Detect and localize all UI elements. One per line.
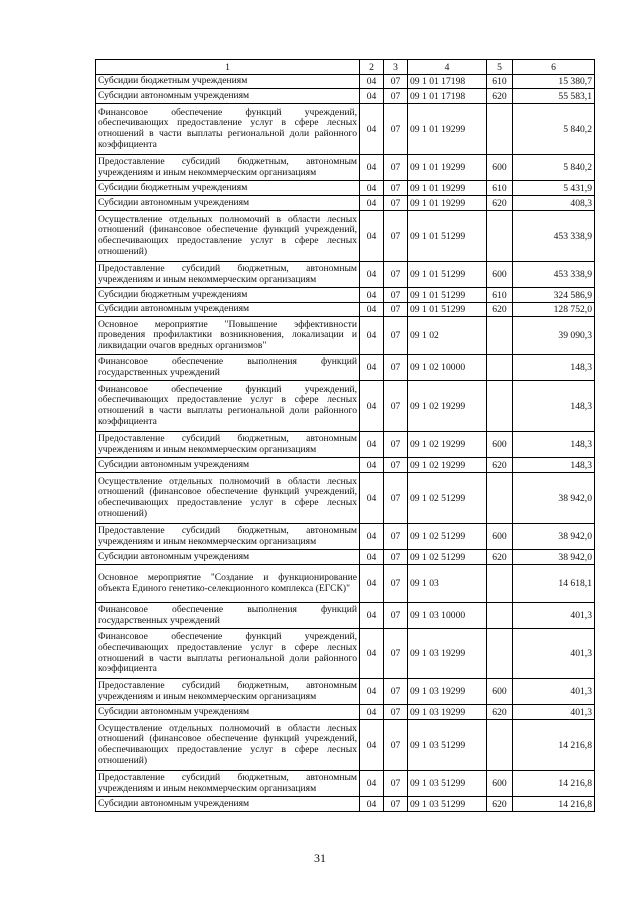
cell-name: Субсидии бюджетным учреждениям [96, 181, 360, 196]
budget-table [95, 59, 595, 812]
table-row [96, 381, 595, 432]
cell-expense-type: 600 [487, 771, 513, 797]
cell-name: Предоставление субсидий бюджетным, автономным учреждениям и иным некоммерческим организациям [96, 155, 360, 181]
cell-expense-type [487, 473, 513, 524]
table-row [96, 771, 595, 797]
cell-subsection: 07 [384, 155, 408, 181]
cell-subsection: 07 [384, 104, 408, 155]
cell-subsection: 07 [384, 196, 408, 211]
cell-subsection: 07 [384, 797, 408, 812]
table-row [96, 458, 595, 473]
cell-amount: 453 338,9 [513, 211, 595, 262]
table-row [96, 288, 595, 303]
header-cell-section: 2 [360, 60, 384, 75]
cell-expense-type: 620 [487, 550, 513, 565]
cell-amount: 453 338,9 [513, 262, 595, 288]
cell-subsection: 07 [384, 317, 408, 355]
cell-target-article: 09 1 03 10000 [408, 603, 487, 629]
cell-expense-type: 610 [487, 75, 513, 89]
cell-amount: 38 942,0 [513, 550, 595, 565]
cell-amount: 401,3 [513, 603, 595, 629]
cell-name: Финансовое обеспечение выполнения функций государственных учреждений [96, 603, 360, 629]
cell-expense-type [487, 629, 513, 679]
cell-name: Предоставление субсидий бюджетным, автономным учреждениям и иным некоммерческим организациям [96, 679, 360, 705]
cell-subsection: 07 [384, 303, 408, 317]
cell-target-article: 09 1 03 51299 [408, 797, 487, 812]
cell-subsection: 07 [384, 211, 408, 262]
cell-subsection: 07 [384, 720, 408, 771]
cell-target-article: 09 1 01 17198 [408, 89, 487, 104]
table-body [96, 75, 595, 812]
cell-target-article: 09 1 03 19299 [408, 679, 487, 705]
cell-amount: 401,3 [513, 629, 595, 679]
cell-name: Предоставление субсидий бюджетным, автономным учреждениям и иным некоммерческим организациям [96, 771, 360, 797]
table-row [96, 524, 595, 550]
table-row [96, 603, 595, 629]
cell-amount: 408,3 [513, 196, 595, 211]
header-cell-expense-type: 5 [487, 60, 513, 75]
cell-expense-type [487, 603, 513, 629]
cell-name: Субсидии автономным учреждениям [96, 705, 360, 720]
cell-subsection: 07 [384, 262, 408, 288]
cell-name: Субсидии автономным учреждениям [96, 303, 360, 317]
cell-amount: 148,3 [513, 381, 595, 432]
cell-name: Финансовое обеспечение функций учреждений, обеспечивающих предоставление услуг в сфере лесных отношений в части выплаты региональной доли районного коэффициента [96, 629, 360, 679]
cell-expense-type: 620 [487, 705, 513, 720]
page-number: 31 [314, 851, 326, 865]
table-row [96, 181, 595, 196]
cell-amount: 14 216,8 [513, 720, 595, 771]
cell-target-article: 09 1 02 [408, 317, 487, 355]
table-row [96, 262, 595, 288]
cell-expense-type: 620 [487, 196, 513, 211]
cell-expense-type: 620 [487, 458, 513, 473]
cell-target-article: 09 1 03 19299 [408, 705, 487, 720]
cell-subsection: 07 [384, 473, 408, 524]
cell-expense-type [487, 104, 513, 155]
cell-section: 04 [360, 355, 384, 381]
cell-amount: 14 216,8 [513, 771, 595, 797]
cell-expense-type [487, 317, 513, 355]
cell-name: Предоставление субсидий бюджетным, автономным учреждениям и иным некоммерческим организациям [96, 524, 360, 550]
cell-section: 04 [360, 524, 384, 550]
cell-target-article: 09 1 03 19299 [408, 629, 487, 679]
cell-name: Субсидии автономным учреждениям [96, 89, 360, 104]
cell-target-article: 09 1 02 19299 [408, 458, 487, 473]
header-cell-name: 1 [96, 60, 360, 75]
cell-subsection: 07 [384, 181, 408, 196]
cell-name: Финансовое обеспечение функций учреждений, обеспечивающих предоставление услуг в сфере лесных отношений в части выплаты региональной доли районного коэффициента [96, 381, 360, 432]
header-row [96, 60, 595, 75]
cell-name: Субсидии бюджетным учреждениям [96, 288, 360, 303]
cell-name: Субсидии бюджетным учреждениям [96, 75, 360, 89]
cell-expense-type: 600 [487, 155, 513, 181]
table-row [96, 155, 595, 181]
cell-target-article: 09 1 03 [408, 565, 487, 603]
cell-section: 04 [360, 381, 384, 432]
cell-section: 04 [360, 629, 384, 679]
cell-section: 04 [360, 720, 384, 771]
cell-section: 04 [360, 262, 384, 288]
header-cell-subsection: 3 [384, 60, 408, 75]
cell-name: Предоставление субсидий бюджетным, автономным учреждениям и иным некоммерческим организациям [96, 262, 360, 288]
cell-section: 04 [360, 771, 384, 797]
cell-section: 04 [360, 288, 384, 303]
cell-expense-type: 600 [487, 524, 513, 550]
cell-amount: 14 618,1 [513, 565, 595, 603]
cell-expense-type [487, 565, 513, 603]
table-row [96, 89, 595, 104]
cell-amount: 55 583,1 [513, 89, 595, 104]
cell-expense-type: 600 [487, 679, 513, 705]
cell-amount: 148,3 [513, 432, 595, 458]
cell-subsection: 07 [384, 89, 408, 104]
cell-target-article: 09 1 02 19299 [408, 432, 487, 458]
cell-amount: 324 586,9 [513, 288, 595, 303]
cell-section: 04 [360, 797, 384, 812]
cell-target-article: 09 1 03 51299 [408, 720, 487, 771]
cell-subsection: 07 [384, 603, 408, 629]
table-row [96, 550, 595, 565]
cell-amount: 148,3 [513, 458, 595, 473]
table-row [96, 104, 595, 155]
cell-section: 04 [360, 196, 384, 211]
cell-section: 04 [360, 89, 384, 104]
cell-amount: 15 380,7 [513, 75, 595, 89]
cell-amount: 128 752,0 [513, 303, 595, 317]
cell-expense-type: 610 [487, 288, 513, 303]
cell-amount: 38 942,0 [513, 524, 595, 550]
cell-target-article: 09 1 02 51299 [408, 550, 487, 565]
cell-expense-type [487, 355, 513, 381]
table-row [96, 355, 595, 381]
cell-expense-type [487, 381, 513, 432]
cell-target-article: 09 1 02 51299 [408, 473, 487, 524]
cell-target-article: 09 1 01 19299 [408, 196, 487, 211]
cell-subsection: 07 [384, 355, 408, 381]
cell-target-article: 09 1 01 19299 [408, 104, 487, 155]
table-row [96, 679, 595, 705]
cell-name: Осуществление отдельных полномочий в области лесных отношений (финансовое обеспечение функций учреждений, обеспечивающих предоставление услуг в сфере лесных отношений) [96, 211, 360, 262]
table-row [96, 797, 595, 812]
cell-section: 04 [360, 679, 384, 705]
cell-target-article: 09 1 01 51299 [408, 303, 487, 317]
table-row [96, 705, 595, 720]
cell-name: Предоставление субсидий бюджетным, автономным учреждениям и иным некоммерческим организациям [96, 432, 360, 458]
cell-target-article: 09 1 03 51299 [408, 771, 487, 797]
cell-target-article: 09 1 02 19299 [408, 381, 487, 432]
cell-section: 04 [360, 705, 384, 720]
cell-section: 04 [360, 75, 384, 89]
cell-expense-type: 600 [487, 432, 513, 458]
cell-target-article: 09 1 01 51299 [408, 211, 487, 262]
cell-target-article: 09 1 01 51299 [408, 288, 487, 303]
cell-section: 04 [360, 550, 384, 565]
cell-section: 04 [360, 473, 384, 524]
cell-target-article: 09 1 01 51299 [408, 262, 487, 288]
cell-subsection: 07 [384, 381, 408, 432]
cell-section: 04 [360, 181, 384, 196]
cell-name: Финансовое обеспечение выполнения функций государственных учреждений [96, 355, 360, 381]
cell-expense-type: 620 [487, 89, 513, 104]
cell-amount: 38 942,0 [513, 473, 595, 524]
table-row [96, 75, 595, 89]
cell-name: Основное мероприятие "Создание и функционирование объекта Единого генетико-селекционного комплекса (ЕГСК)" [96, 565, 360, 603]
cell-amount: 5 840,2 [513, 104, 595, 155]
cell-expense-type: 620 [487, 797, 513, 812]
cell-name: Субсидии автономным учреждениям [96, 550, 360, 565]
cell-section: 04 [360, 104, 384, 155]
cell-target-article: 09 1 02 51299 [408, 524, 487, 550]
cell-target-article: 09 1 01 19299 [408, 181, 487, 196]
cell-amount: 14 216,8 [513, 797, 595, 812]
cell-subsection: 07 [384, 705, 408, 720]
cell-section: 04 [360, 303, 384, 317]
cell-section: 04 [360, 603, 384, 629]
cell-amount: 5 840,2 [513, 155, 595, 181]
cell-name: Субсидии автономным учреждениям [96, 797, 360, 812]
header-cell-target-article: 4 [408, 60, 487, 75]
table-row [96, 432, 595, 458]
cell-amount: 148,3 [513, 355, 595, 381]
cell-subsection: 07 [384, 565, 408, 603]
cell-target-article: 09 1 01 19299 [408, 155, 487, 181]
cell-section: 04 [360, 155, 384, 181]
cell-subsection: 07 [384, 771, 408, 797]
table-row [96, 629, 595, 679]
cell-section: 04 [360, 432, 384, 458]
cell-name: Осуществление отдельных полномочий в области лесных отношений (финансовое обеспечение функций учреждений, обеспечивающих предоставление услуг в сфере лесных отношений) [96, 473, 360, 524]
table-row [96, 211, 595, 262]
cell-name: Основное мероприятие "Повышение эффективности проведения профилактики возникновения, локализации и ликвидации очагов вредных организмов" [96, 317, 360, 355]
table-row [96, 720, 595, 771]
cell-target-article: 09 1 02 10000 [408, 355, 487, 381]
table-row [96, 565, 595, 603]
cell-expense-type [487, 211, 513, 262]
cell-subsection: 07 [384, 524, 408, 550]
table-row [96, 196, 595, 211]
cell-amount: 401,3 [513, 705, 595, 720]
cell-section: 04 [360, 458, 384, 473]
cell-target-article: 09 1 01 17198 [408, 75, 487, 89]
cell-amount: 39 090,3 [513, 317, 595, 355]
cell-subsection: 07 [384, 629, 408, 679]
cell-amount: 5 431,9 [513, 181, 595, 196]
cell-expense-type [487, 720, 513, 771]
cell-name: Субсидии автономным учреждениям [96, 458, 360, 473]
cell-subsection: 07 [384, 550, 408, 565]
cell-section: 04 [360, 211, 384, 262]
cell-subsection: 07 [384, 288, 408, 303]
table-row [96, 473, 595, 524]
cell-expense-type: 610 [487, 181, 513, 196]
cell-name: Субсидии автономным учреждениям [96, 196, 360, 211]
cell-name: Осуществление отдельных полномочий в области лесных отношений (финансовое обеспечение функций учреждений, обеспечивающих предоставление услуг в сфере лесных отношений) [96, 720, 360, 771]
cell-expense-type: 620 [487, 303, 513, 317]
cell-subsection: 07 [384, 75, 408, 89]
cell-amount: 401,3 [513, 679, 595, 705]
table-row [96, 317, 595, 355]
cell-subsection: 07 [384, 458, 408, 473]
cell-subsection: 07 [384, 432, 408, 458]
header-cell-amount: 6 [513, 60, 595, 75]
cell-section: 04 [360, 317, 384, 355]
cell-subsection: 07 [384, 679, 408, 705]
cell-section: 04 [360, 565, 384, 603]
cell-expense-type: 600 [487, 262, 513, 288]
table-row [96, 303, 595, 317]
cell-name: Финансовое обеспечение функций учреждений, обеспечивающих предоставление услуг в сфере лесных отношений в части выплаты региональной доли районного коэффициента [96, 104, 360, 155]
